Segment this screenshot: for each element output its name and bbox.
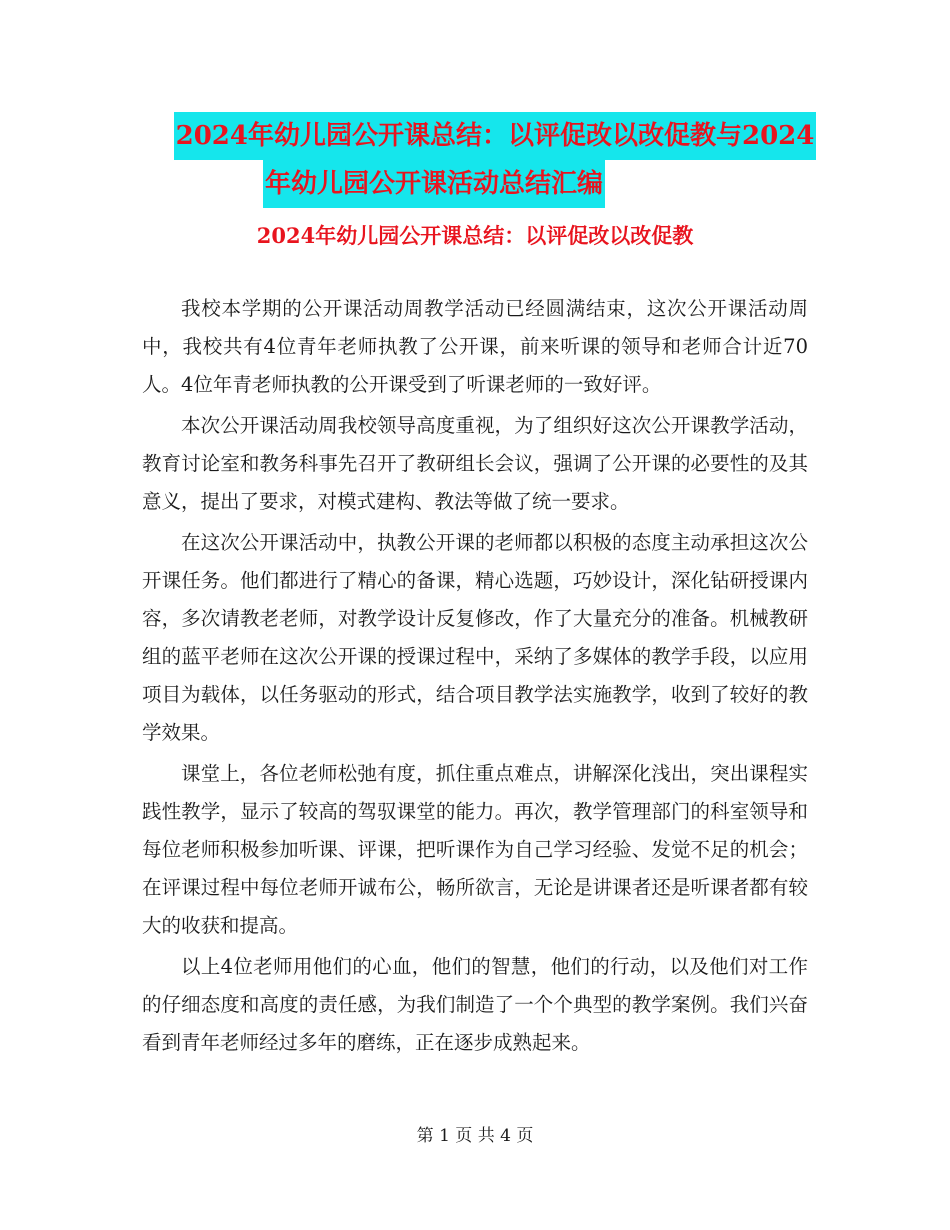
section-heading: 2024年幼儿园公开课总结：以评促改以改促教 xyxy=(256,223,694,248)
document-title-line-2: 年幼儿园公开课活动总结汇编 xyxy=(263,160,605,208)
paragraph: 本次公开课活动周我校领导高度重视，为了组织好这次公开课教学活动，教育讨论室和教务科事先召开了教研组长会议，强调了公开课的必要性的及其意义，提出了要求，对模式建构、教法等做了统一要求。 xyxy=(142,414,808,513)
paragraph: 我校本学期的公开课活动周教学活动已经圆满结束，这次公开课活动周中，我校共有4位青年老师执教了公开课，前来听课的领导和老师合计近70人。4位年青老师执教的公开课受到了听课老师的一致好评。 xyxy=(142,297,808,396)
paragraph: 课堂上，各位老师松弛有度，抓住重点难点，讲解深化浅出，突出课程实践性教学，显示了较高的驾驭课堂的能力。再次，教学管理部门的科室领导和每位老师积极参加听课、评课，把听课作为自己学习经验、发觉不足的机会；在评课过程中每位老师开诚布公，畅所欲言，无论是讲课者还是听课者都有较大的收获和提高。 xyxy=(142,762,808,937)
page-footer: 第 1 页 共 4 页 xyxy=(416,1126,534,1146)
document-body xyxy=(142,290,808,1065)
paragraph: 在这次公开课活动中，执教公开课的老师都以积极的态度主动承担这次公开课任务。他们都进行了精心的备课，精心选题，巧妙设计，深化钻研授课内容，多次请教老老师，对教学设计反复修改，作了大量充分的准备。机械教研组的蓝平老师在这次公开课的授课过程中，采纳了多媒体的教学手段，以应用项目为载体，以任务驱动的形式，结合项目教学法实施教学，收到了较好的教学效果。 xyxy=(142,531,808,744)
paragraph: 以上4位老师用他们的心血，他们的智慧，他们的行动，以及他们对工作的仔细态度和高度的责任感，为我们制造了一个个典型的教学案例。我们兴奋看到青年老师经过多年的磨练，正在逐步成熟起来。 xyxy=(142,955,808,1054)
document-title-line-1: 2024年幼儿园公开课总结：以评促改以改促教与2024 xyxy=(174,112,817,160)
document-title xyxy=(0,112,950,208)
